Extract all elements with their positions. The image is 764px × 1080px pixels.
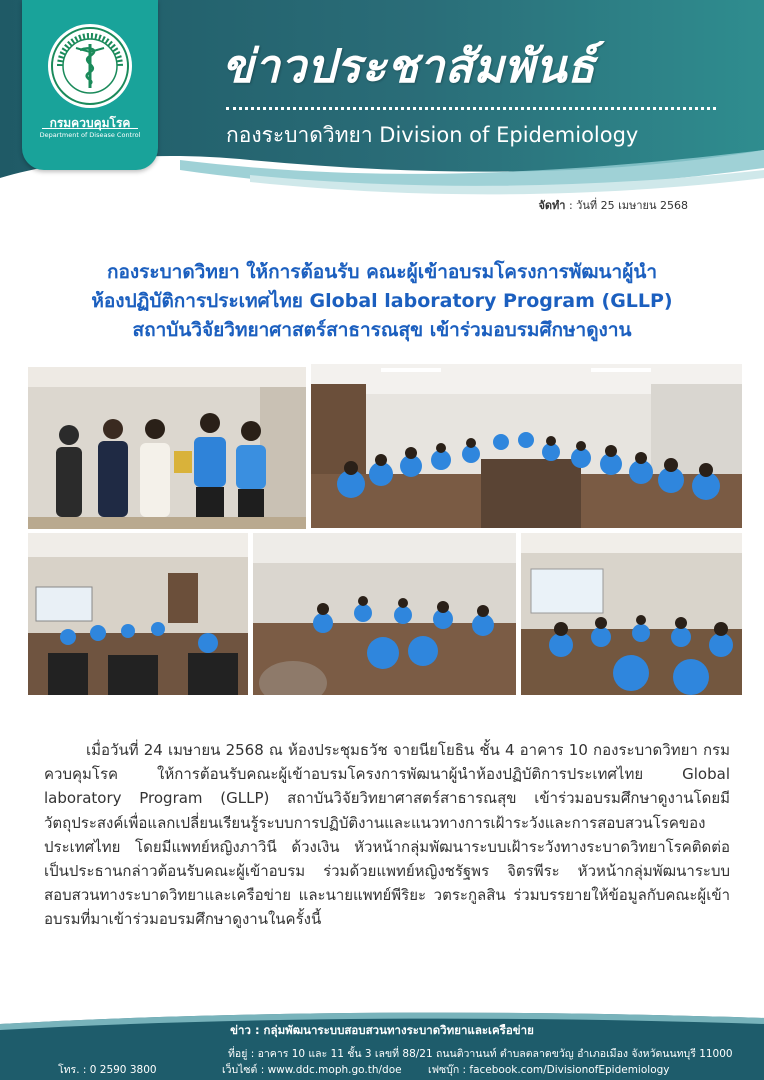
footer-news-source: ข่าว : กลุ่มพัฒนาระบบสอบสวนทางระบาดวิทยาและเครือข่าย xyxy=(230,1023,534,1037)
header-banner xyxy=(0,0,764,215)
headline-line-3: สถาบันวิจัยวิทยาศาสตร์สาธารณสุข เข้าร่วมอบรมศึกษาดูงาน xyxy=(132,319,632,341)
footer-phone: โทร. : 0 2590 3800 xyxy=(58,1064,157,1076)
division-subtitle: กองระบาดวิทยา Division of Epidemiology xyxy=(226,123,639,147)
headline-line-1: กองระบาดวิทยา ให้การต้อนรับ คณะผู้เข้าอบรมโครงการพัฒนาผู้นำ xyxy=(106,261,658,283)
headline-line-2: ห้องปฏิบัติการประเทศไทย Global laboratory Program (GLLP) xyxy=(91,290,673,312)
ministry-logo-card xyxy=(22,0,158,170)
photo-meeting-presentation-left xyxy=(28,533,248,695)
photo-meeting-attendees-center xyxy=(253,533,516,695)
date-value: : วันที่ 25 เมษายน 2568 xyxy=(565,199,688,212)
photo-meeting-room-wide xyxy=(311,364,742,528)
footer-facebook-link[interactable]: เฟซบุ๊ก : facebook.com/DivisionofEpidemiology xyxy=(428,1064,670,1076)
news-headline xyxy=(20,258,744,345)
title-dotted-divider xyxy=(226,107,716,110)
body-paragraph: เมื่อวันที่ 24 เมษายน 2568 ณ ห้องประชุมธวัช จายนียโยธิน ชั้น 4 อาคาร 10 กองระบาดวิทยา กรมควบคุมโรค ให้การต้อนรับคณะผู้เข้าอบรมโครงการพัฒนาผู้นำห้องปฏิบัติการประเทศไทย Global laboratory Program (GLLP) สถาบันวิจัยวิทยาศาสตร์สาธารณสุข เข้าร่วมอบรมศึกษาดูงานโดยมีวัตถุประสงค์เพื่อแลกเปลี่ยนเรียนรู้ระบบการปฏิบัติงานและแนวทางการเฝ้าระวังและการสอบสวนโรคของประเทศไทย โดยมีแพทย์หญิงภาวินี ด้วงเงิน หัวหน้ากลุ่มพัฒนาระบบเฝ้าระวังทางระบาดวิทยาโรคติดต่อ เป็นประธานกล่าวต้อนรับคณะผู้เข้าอบรม ร่วมด้วยแพทย์หญิงชรัฐพร จิตรพีระ หัวหน้ากลุ่มพัฒนาระบบสอบสวนทางระบาดวิทยาและเครือข่าย และนายแพทย์พีริยะ วตระกูลสิน ร่วมบรรยายให้ข้อมูลกับคณะผู้เข้าอบรมที่มาเข้าร่วมอบรมศึกษาดูงานในครั้งนี้ xyxy=(44,741,730,929)
publish-date xyxy=(538,196,688,214)
logo-department-english: Department of Disease Control xyxy=(39,131,141,139)
date-label: จัดทำ xyxy=(538,199,566,212)
footer-website-link[interactable]: เว็บไซต์ : www.ddc.moph.go.th/doe xyxy=(222,1064,402,1076)
logo-department-thai: กรมควบคุมโรค xyxy=(49,116,131,130)
ministry-seal-icon xyxy=(46,22,134,110)
news-body xyxy=(44,738,730,932)
footer-address: ที่อยู่ : อาคาร 10 และ 11 ชั้น 3 เลขที่ 88/21 ถนนติวานนท์ ตำบลตลาดขวัญ อำเภอเมือง จังหวัดนนทบุรี 11000 xyxy=(228,1048,733,1060)
photo-meeting-presentation-right xyxy=(521,533,742,695)
photo-group-souvenir xyxy=(28,367,306,529)
page-title: ข่าวประชาสัมพันธ์ xyxy=(222,39,596,93)
